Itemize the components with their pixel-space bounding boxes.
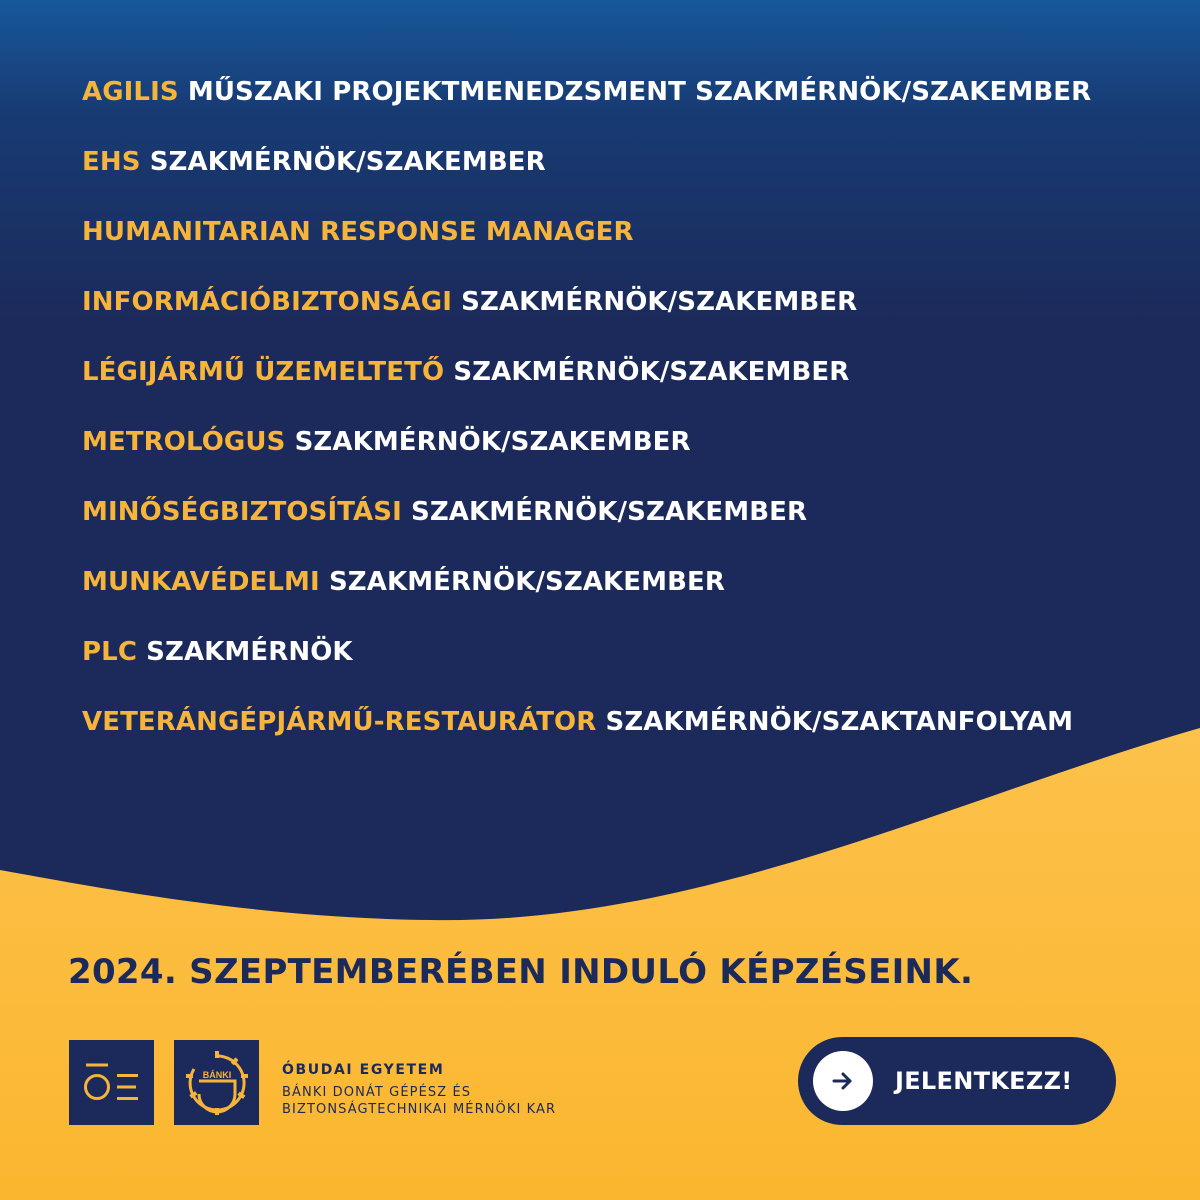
course-item	[82, 700, 1182, 770]
faculty-name-line2: BIZTONSÁGTECHNIKAI MÉRNÖKI KAR	[282, 1102, 557, 1117]
course-rest: SZAKMÉRNÖK/SZAKEMBER	[294, 427, 691, 457]
course-item	[82, 140, 1182, 210]
course-item	[82, 210, 1182, 280]
course-highlight: PLC	[82, 637, 138, 667]
course-highlight: INFORMÁCIÓBIZTONSÁGI	[82, 287, 452, 317]
course-highlight: HUMANITARIAN RESPONSE MANAGER	[82, 217, 634, 247]
page-headline: 2024. SZEPTEMBERÉBEN INDULÓ KÉPZÉSEINK.	[68, 952, 974, 992]
faculty-name-line1: BÁNKI DONÁT GÉPÉSZ ÉS	[282, 1085, 472, 1100]
svg-text:ŌE: ŌE	[80, 1062, 82, 1064]
course-highlight: VETERÁNGÉPJÁRMŰ-RESTAURÁTOR	[82, 707, 597, 737]
course-item	[82, 280, 1182, 350]
course-highlight: LÉGIJÁRMŰ ÜZEMELTETŐ	[82, 357, 445, 387]
apply-button[interactable]	[798, 1037, 1116, 1125]
university-name: ÓBUDAI EGYETEM	[282, 1062, 445, 1078]
svg-text:BÁNKI: BÁNKI	[202, 1069, 231, 1080]
course-item	[82, 350, 1182, 420]
course-highlight: MINŐSÉGBIZTOSÍTÁSI	[82, 497, 402, 527]
university-info	[282, 1060, 556, 1118]
course-rest: SZAKMÉRNÖK/SZAKTANFOLYAM	[605, 707, 1074, 737]
arrow-right-icon	[813, 1051, 873, 1111]
course-item	[82, 490, 1182, 560]
course-rest: SZAKMÉRNÖK	[146, 637, 353, 667]
course-highlight: MUNKAVÉDELMI	[82, 567, 320, 597]
course-rest: SZAKMÉRNÖK/SZAKEMBER	[328, 567, 726, 597]
course-item	[82, 630, 1182, 700]
course-item	[82, 560, 1182, 630]
course-highlight: AGILIS	[82, 77, 179, 107]
course-highlight: EHS	[82, 147, 141, 177]
banki-logo	[174, 1040, 259, 1125]
course-rest: SZAKMÉRNÖK/SZAKEMBER	[149, 147, 546, 177]
course-rest: SZAKMÉRNÖK/SZAKEMBER	[461, 287, 858, 317]
gear-icon	[182, 1048, 252, 1118]
oe-logo-mark	[81, 1063, 143, 1103]
apply-button-label: JELENTKEZZ!	[895, 1067, 1073, 1095]
course-item	[82, 420, 1182, 490]
obudai-egyetem-logo	[69, 1040, 154, 1125]
course-list	[82, 70, 1182, 770]
course-highlight: METROLÓGUS	[82, 427, 286, 457]
course-rest: MŰSZAKI PROJEKTMENEDZSMENT SZAKMÉRNÖK/SZAKEMBER	[187, 77, 1092, 107]
course-rest: SZAKMÉRNÖK/SZAKEMBER	[411, 497, 808, 527]
course-rest: SZAKMÉRNÖK/SZAKEMBER	[453, 357, 850, 387]
course-item	[82, 70, 1182, 140]
